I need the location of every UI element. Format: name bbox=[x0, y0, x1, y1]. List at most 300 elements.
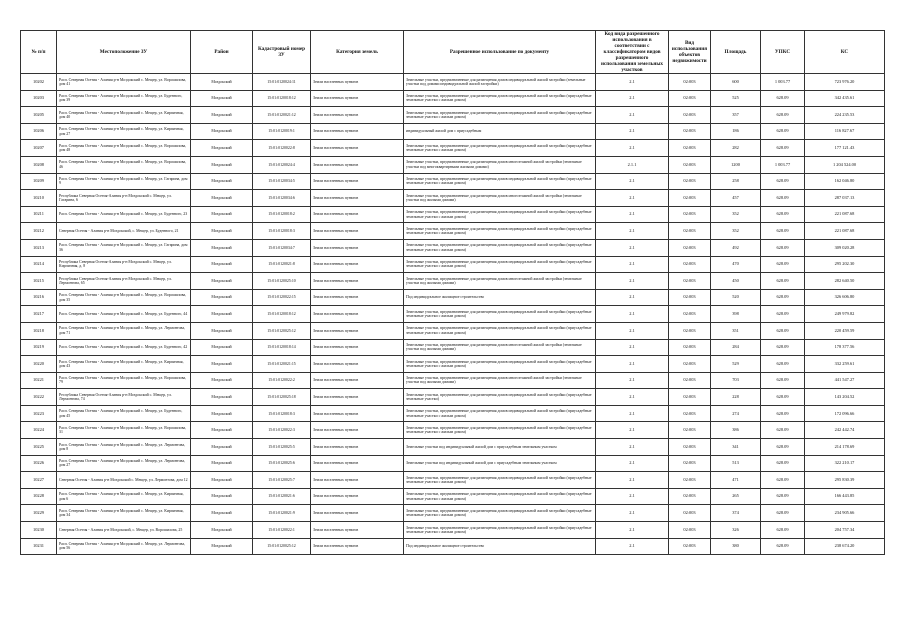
cell-cadastral-text: 15:01:0120018:2 bbox=[268, 212, 295, 217]
cell-upks bbox=[761, 206, 805, 223]
cell-upks bbox=[761, 289, 805, 306]
table-row bbox=[21, 306, 885, 323]
cell-ks-text: 204 757.34 bbox=[834, 527, 855, 532]
cell-area-text: 265 bbox=[732, 494, 739, 499]
cell-code-classifier bbox=[596, 289, 669, 306]
cell-address bbox=[57, 372, 191, 389]
cell-code-objects-text: 02:003 bbox=[683, 129, 696, 134]
cell-id bbox=[21, 239, 57, 256]
cell-category bbox=[311, 256, 404, 273]
cell-category bbox=[311, 206, 404, 223]
cell-address-text: Расп. Северная Осетия - Алания р-н Моздокский с. Мещер, ул. Буденного, дом 39 bbox=[59, 94, 183, 103]
cell-ks bbox=[805, 472, 885, 489]
cell-area-text: 529 bbox=[732, 361, 739, 366]
cell-cadastral bbox=[253, 107, 311, 124]
cell-code-objects bbox=[669, 273, 711, 290]
cell-area bbox=[711, 455, 761, 472]
cell-district bbox=[191, 505, 253, 522]
cell-cadastral-text: 15:01:0120034:7 bbox=[268, 245, 295, 250]
table-row bbox=[21, 538, 885, 555]
cell-cadastral bbox=[253, 505, 311, 522]
cell-address-text: Расп. Северная Осетия - Алания р-н Моздокский с. Мещер, ул. Лермонтова, дом 27 bbox=[59, 459, 186, 468]
cell-ks-text: 220 459.59 bbox=[834, 328, 855, 333]
cell-permitted-use-text: Земельные участки, предназначенные для размещения домов индивидуальной жилой застройки (приусадебные земельные участки с жилым домом) bbox=[406, 359, 592, 368]
cell-area bbox=[711, 306, 761, 323]
cell-cadastral bbox=[253, 455, 311, 472]
cell-code-classifier-text: 2.1 bbox=[629, 245, 635, 250]
cell-cadastral-text: 15:01:0120025:12 bbox=[267, 328, 296, 333]
cell-area bbox=[711, 505, 761, 522]
cell-code-classifier bbox=[596, 223, 669, 240]
cell-area-text: 326 bbox=[732, 527, 739, 532]
table-row bbox=[21, 422, 885, 439]
cell-district-text: Моздокский bbox=[211, 212, 232, 217]
cell-district-text: Моздокский bbox=[211, 428, 232, 433]
cell-cadastral-text: 15:01:0120018:14 bbox=[267, 345, 296, 350]
cell-district-text: Моздокский bbox=[211, 444, 232, 449]
cell-category-text: Земли населенных пунктов bbox=[313, 262, 359, 267]
cell-district-text: Моздокский bbox=[211, 162, 232, 167]
cell-permitted-use bbox=[404, 206, 596, 223]
cell-district bbox=[191, 356, 253, 373]
cell-code-classifier bbox=[596, 273, 669, 290]
document-page bbox=[20, 30, 884, 555]
cell-permitted-use-text: Земельные участки, предназначенные для размещения домов многоэтажной жилой застройки (земельные участки под жилыми домами) bbox=[406, 276, 582, 285]
cell-id-text: 10214 bbox=[33, 262, 44, 267]
cell-code-objects-text: 02:003 bbox=[683, 195, 696, 200]
cell-address-text: Расп. Северная Осетия - Алания р-н Моздокский с. Мещер, ул. Буденного, 23 bbox=[59, 212, 188, 217]
cell-category bbox=[311, 173, 404, 190]
cell-cadastral-text: 15:01:0120018:12 bbox=[267, 96, 296, 101]
cell-permitted-use-text: Земельные участки, предназначенные для размещения домов индивидуальной жилой застройки (приусадебные земельные участки с жилым домом) bbox=[406, 326, 592, 335]
cell-id bbox=[21, 107, 57, 124]
cell-area bbox=[711, 538, 761, 555]
cell-cadastral-text: 15:01:0120024:4 bbox=[268, 162, 295, 167]
cell-address-text: Расп. Северная Осетия - Алания р-н Моздокский с. Мещер, ул. Буденного, 42 bbox=[59, 345, 188, 350]
cell-address bbox=[57, 488, 191, 505]
cell-district-text: Моздокский bbox=[211, 278, 232, 283]
cell-category-text: Земли населенных пунктов bbox=[313, 345, 359, 350]
cell-upks bbox=[761, 439, 805, 456]
cell-area-text: 352 bbox=[732, 228, 739, 233]
cell-upks-text: 628.09 bbox=[776, 112, 789, 117]
cell-id bbox=[21, 505, 57, 522]
cell-cadastral bbox=[253, 439, 311, 456]
cell-category-text: Земли населенных пунктов bbox=[313, 96, 359, 101]
cell-code-objects bbox=[669, 289, 711, 306]
cell-code-classifier bbox=[596, 505, 669, 522]
cell-upks bbox=[761, 90, 805, 107]
cell-address bbox=[57, 405, 191, 422]
cell-code-objects-text: 02:003 bbox=[683, 311, 696, 316]
cell-code-classifier-text: 2.1 bbox=[629, 295, 635, 300]
cell-id bbox=[21, 405, 57, 422]
cell-category-text: Земли населенных пунктов bbox=[313, 394, 359, 399]
cell-address-text: Расп. Северная Осетия - Алания р-н Моздокский с. Мещер, ул. Кирпичная, дом 27 bbox=[59, 127, 184, 136]
cell-cadastral bbox=[253, 472, 311, 489]
cell-permitted-use-text: Земельные участки, предназначенные для размещения домов индивидуальной жилой застройки (приусадебные земельные участки с жилым домом) bbox=[406, 525, 592, 534]
cell-code-classifier-text: 2.1 bbox=[629, 527, 635, 532]
cell-district-text: Моздокский bbox=[211, 527, 232, 532]
cell-id-text: 10230 bbox=[33, 527, 44, 532]
cell-cadastral-text: 15:01:0120021:12 bbox=[267, 112, 296, 117]
cell-address bbox=[57, 289, 191, 306]
header-area: Площадь bbox=[711, 31, 761, 74]
cell-code-objects bbox=[669, 90, 711, 107]
cell-address bbox=[57, 173, 191, 190]
cell-id bbox=[21, 190, 57, 207]
cell-upks bbox=[761, 356, 805, 373]
header-category: Категория земель bbox=[311, 31, 404, 74]
cell-code-objects bbox=[669, 505, 711, 522]
cell-district bbox=[191, 439, 253, 456]
table-row bbox=[21, 140, 885, 157]
cell-category-text: Земли населенных пунктов bbox=[313, 295, 359, 300]
table-row bbox=[21, 239, 885, 256]
cell-area bbox=[711, 156, 761, 173]
cell-category-text: Земли населенных пунктов bbox=[313, 129, 359, 134]
cell-ks bbox=[805, 90, 885, 107]
cell-category bbox=[311, 273, 404, 290]
cell-district bbox=[191, 538, 253, 555]
cell-permitted-use-text: Земельные участки, предназначенные для размещения домов многоэтажной жилой застройки (земельные участки под многоквартирными жилыми домами) bbox=[406, 160, 582, 169]
cell-address bbox=[57, 455, 191, 472]
header-id: № п/п bbox=[21, 31, 57, 74]
table-row bbox=[21, 455, 885, 472]
cell-category-text: Земли населенных пунктов bbox=[313, 278, 359, 283]
cell-code-objects-text: 02:003 bbox=[683, 494, 696, 499]
cell-district-text: Моздокский bbox=[211, 477, 232, 482]
cell-id-text: 10213 bbox=[33, 245, 44, 250]
cell-address-text: Расп. Северная Осетия - Алания р-н Моздокский с. Мещер, ул. Гагарина, дом 36 bbox=[59, 243, 188, 252]
cell-id-text: 10209 bbox=[33, 179, 44, 184]
cell-permitted-use bbox=[404, 273, 596, 290]
cell-code-objects bbox=[669, 372, 711, 389]
cell-code-classifier-text: 2.1 bbox=[629, 195, 635, 200]
cell-id-text: 10212 bbox=[33, 228, 44, 233]
cell-ks bbox=[805, 522, 885, 539]
cell-code-classifier-text: 2.1 bbox=[629, 96, 635, 101]
table-row bbox=[21, 488, 885, 505]
cell-permitted-use bbox=[404, 190, 596, 207]
table-row bbox=[21, 107, 885, 124]
cell-area bbox=[711, 405, 761, 422]
cell-category-text: Земли населенных пунктов bbox=[313, 428, 359, 433]
table-row bbox=[21, 289, 885, 306]
cell-category-text: Земли населенных пунктов bbox=[313, 112, 359, 117]
cell-category bbox=[311, 472, 404, 489]
cell-permitted-use-text: Земельные участки, предназначенные для размещения домов индивидуальной жилой застройки (приусадебные земельные участки с жилым домом) bbox=[406, 409, 592, 418]
cell-code-classifier-text: 2.1 bbox=[629, 411, 635, 416]
cell-code-objects-text: 02:003 bbox=[683, 278, 696, 283]
cell-district-text: Моздокский bbox=[211, 361, 232, 366]
cell-code-classifier bbox=[596, 472, 669, 489]
cell-area-text: 282 bbox=[732, 146, 739, 151]
cell-cadastral bbox=[253, 422, 311, 439]
cell-category bbox=[311, 107, 404, 124]
cell-district-text: Моздокский bbox=[211, 228, 232, 233]
table-body bbox=[21, 74, 885, 555]
cell-permitted-use bbox=[404, 472, 596, 489]
cell-id bbox=[21, 173, 57, 190]
cell-ks-text: 172 096.66 bbox=[834, 411, 855, 416]
cell-area-text: 351 bbox=[732, 328, 739, 333]
cell-id bbox=[21, 538, 57, 555]
cell-cadastral-text: 15:01:0120018:3 bbox=[268, 228, 295, 233]
cell-category bbox=[311, 90, 404, 107]
cell-area-text: 703 bbox=[732, 378, 739, 383]
cell-cadastral bbox=[253, 239, 311, 256]
cell-upks bbox=[761, 190, 805, 207]
cell-cadastral-text: 15:01:0120034:6 bbox=[268, 195, 295, 200]
cell-category-text: Земли населенных пунктов bbox=[313, 195, 359, 200]
cell-district bbox=[191, 156, 253, 173]
cell-upks bbox=[761, 306, 805, 323]
table-row bbox=[21, 389, 885, 406]
cell-upks bbox=[761, 173, 805, 190]
cell-code-classifier bbox=[596, 422, 669, 439]
cell-id-text: 10226 bbox=[33, 461, 44, 466]
cell-category-text: Земли населенных пунктов bbox=[313, 511, 359, 516]
cell-code-classifier bbox=[596, 538, 669, 555]
cell-address-text: Расп. Северная Осетия - Алания р-н Моздокский с. Мещер, ул. Буденного, 44 bbox=[59, 311, 188, 316]
cell-address bbox=[57, 273, 191, 290]
cell-upks-text: 628.09 bbox=[776, 295, 789, 300]
cell-permitted-use-text: Земельные участки, предназначенные для размещения домов индивидуальной жилой застройки (приусадебные земельные участки с жилым домом) bbox=[406, 475, 592, 485]
table-row bbox=[21, 405, 885, 422]
cell-upks-text: 628.09 bbox=[776, 245, 789, 250]
cell-address-text: Расп. Северная Осетия - Алания р-н Моздокский с. Мещер, ул. Кирпичная, дом 43 bbox=[59, 359, 184, 368]
cell-address bbox=[57, 206, 191, 223]
cell-code-classifier-text: 2.1 bbox=[629, 112, 635, 117]
cell-area bbox=[711, 522, 761, 539]
cell-address bbox=[57, 472, 191, 489]
cell-code-classifier-text: 2.1 bbox=[629, 228, 635, 233]
cell-permitted-use bbox=[404, 422, 596, 439]
cell-id-text: 10207 bbox=[33, 146, 44, 151]
cell-code-objects-text: 02:003 bbox=[683, 378, 696, 383]
cell-permitted-use bbox=[404, 455, 596, 472]
cell-category bbox=[311, 538, 404, 555]
cell-ks bbox=[805, 74, 885, 91]
cell-address-text: Расп. Северная Осетия - Алания р-н Моздокский с. Мещер, ул. Лермонтова, дом 8 bbox=[59, 442, 186, 451]
cell-code-classifier bbox=[596, 488, 669, 505]
cell-upks-text: 628.09 bbox=[776, 411, 789, 416]
cell-upks bbox=[761, 472, 805, 489]
cell-category-text: Земли населенных пунктов bbox=[313, 212, 359, 217]
cell-code-objects bbox=[669, 239, 711, 256]
table-row bbox=[21, 90, 885, 107]
table-row bbox=[21, 123, 885, 140]
cell-district bbox=[191, 140, 253, 157]
cell-address bbox=[57, 505, 191, 522]
cell-address bbox=[57, 389, 191, 406]
cell-code-classifier bbox=[596, 190, 669, 207]
cell-ks-text: 441 547.27 bbox=[834, 378, 855, 383]
cell-code-objects-text: 02:003 bbox=[683, 394, 696, 399]
cell-address-text: Расп. Северная Осетия - Алания р-н Моздокский с. Мещер, ул. Ворошилова, дом 41 bbox=[59, 77, 187, 86]
cell-ks-text: 332 259.61 bbox=[834, 361, 855, 366]
cell-area bbox=[711, 439, 761, 456]
cell-address-text: Республика Северная Осетия-Алания р-н Моздокский с. Мещер, ул. Кирпичная, д. 8 bbox=[59, 260, 172, 269]
table-header-row bbox=[21, 31, 885, 74]
cell-id bbox=[21, 256, 57, 273]
cell-ks bbox=[805, 439, 885, 456]
cell-category bbox=[311, 223, 404, 240]
cell-district bbox=[191, 239, 253, 256]
cell-address bbox=[57, 90, 191, 107]
cell-cadastral-text: 15:01:0120025:6 bbox=[268, 461, 295, 466]
cell-ks-text: 221 087.68 bbox=[834, 228, 855, 233]
cell-id-text: 10224 bbox=[33, 428, 44, 433]
cell-code-objects-text: 02:003 bbox=[683, 361, 696, 366]
table-row bbox=[21, 322, 885, 339]
cell-id bbox=[21, 455, 57, 472]
cell-permitted-use-text: Земельные участки, предназначенные для размещения домов индивидуальной жилой застройки (приусадебные земельные участки с жилым домом) bbox=[406, 243, 592, 252]
cell-permitted-use-text: Земельные участки, предназначенные для размещения домов индивидуальной жилой застройки (приусадебные земельные участки) bbox=[406, 392, 592, 402]
cell-ks bbox=[805, 289, 885, 306]
table-row bbox=[21, 74, 885, 91]
cell-cadastral bbox=[253, 339, 311, 356]
cell-category-text: Земли населенных пунктов bbox=[313, 361, 359, 366]
cell-code-objects bbox=[669, 206, 711, 223]
cell-upks-text: 628.09 bbox=[776, 179, 789, 184]
cell-upks bbox=[761, 372, 805, 389]
cell-permitted-use-text: Земельные участки, предназначенные для размещения домов индивидуальной жилой застройки (приусадебные земельные участки с жилым домом) bbox=[406, 226, 592, 236]
cell-code-objects-text: 02:003 bbox=[683, 179, 696, 184]
cell-address-text: Расп. Северная Осетия - Алания р-н Моздокский с. Мещер, ул. Лермонтова, дом 71 bbox=[59, 326, 186, 335]
cell-district-text: Моздокский bbox=[211, 79, 232, 84]
cell-ks bbox=[805, 372, 885, 389]
cell-category-text: Земли населенных пунктов bbox=[313, 477, 359, 482]
cell-cadastral-text: 15:01:0120022:1 bbox=[268, 527, 295, 532]
cell-code-classifier-text: 2.1 bbox=[629, 477, 635, 482]
cell-id bbox=[21, 488, 57, 505]
cell-ks-text: 221 087.68 bbox=[834, 212, 855, 217]
cell-ks-text: 322 210.17 bbox=[834, 461, 855, 466]
cell-code-objects-text: 02:003 bbox=[683, 544, 696, 549]
cell-address bbox=[57, 322, 191, 339]
cell-district-text: Моздокский bbox=[211, 544, 232, 549]
cell-permitted-use-text: Земельные участки, предназначенные для размещения домов индивидуальной жилой застройки (земельные участки под домами индивидуальной жилой застройки) bbox=[406, 77, 586, 86]
cell-ks bbox=[805, 455, 885, 472]
cell-ks-text: 326 606.80 bbox=[834, 295, 855, 300]
cell-district-text: Моздокский bbox=[211, 245, 232, 250]
cell-address bbox=[57, 439, 191, 456]
cell-code-classifier bbox=[596, 372, 669, 389]
table-row bbox=[21, 206, 885, 223]
cell-ks bbox=[805, 239, 885, 256]
cell-cadastral bbox=[253, 322, 311, 339]
cell-id-text: 10202 bbox=[33, 79, 44, 84]
cell-ks bbox=[805, 488, 885, 505]
cell-code-classifier-text: 2.1 bbox=[629, 494, 635, 499]
cell-permitted-use-text: Земельные участки, предназначенные для размещения домов индивидуальной жилой застройки (приусадебные земельные участки с жилым домом) bbox=[406, 210, 592, 219]
cell-address-text: Расп. Северная Осетия - Алания р-н Моздокский с. Мещер, ул. Ворошилова, 79 bbox=[59, 376, 187, 385]
cell-code-classifier bbox=[596, 455, 669, 472]
cell-code-objects bbox=[669, 107, 711, 124]
cell-cadastral bbox=[253, 273, 311, 290]
cell-code-classifier-text: 2.1 bbox=[629, 378, 635, 383]
cell-address-text: Расп. Северная Осетия - Алания р-н Моздокский с. Мещер, ул. Ворошилова, дом 48 bbox=[59, 143, 187, 153]
cell-upks bbox=[761, 123, 805, 140]
cell-code-classifier bbox=[596, 522, 669, 539]
cell-address-text: Северная Осетия - Алания р-н Моздокский с. Мещер, ул. Лермонтова, дом 12 bbox=[59, 477, 188, 482]
cell-district-text: Моздокский bbox=[211, 262, 232, 267]
cell-category bbox=[311, 156, 404, 173]
cell-permitted-use bbox=[404, 239, 596, 256]
cell-ks-text: 287 037.13 bbox=[834, 195, 855, 200]
cell-permitted-use-text: Земельные участки, предназначенные для размещения домов индивидуальной жилой застройки (приусадебные земельные участки с жилым домом) bbox=[406, 260, 592, 269]
cell-ks-text: 249 979.82 bbox=[834, 311, 855, 316]
cell-id bbox=[21, 372, 57, 389]
cell-code-objects-text: 02:003 bbox=[683, 112, 696, 117]
cell-category bbox=[311, 322, 404, 339]
cell-category-text: Земли населенных пунктов bbox=[313, 461, 359, 466]
cell-district-text: Моздокский bbox=[211, 411, 232, 416]
cell-id-text: 10219 bbox=[33, 345, 44, 350]
cell-ks-text: 282 640.50 bbox=[834, 278, 855, 283]
cell-district bbox=[191, 472, 253, 489]
cell-upks-text: 628.09 bbox=[776, 311, 789, 316]
cell-district-text: Моздокский bbox=[211, 345, 232, 350]
cell-district bbox=[191, 522, 253, 539]
cell-code-classifier bbox=[596, 339, 669, 356]
cell-ks bbox=[805, 389, 885, 406]
cell-area-text: 450 bbox=[732, 278, 739, 283]
cell-code-objects-text: 02:003 bbox=[683, 245, 696, 250]
cell-ks bbox=[805, 256, 885, 273]
cell-upks bbox=[761, 505, 805, 522]
cell-code-classifier bbox=[596, 256, 669, 273]
cell-category-text: Земли населенных пунктов bbox=[313, 328, 359, 333]
cell-category-text: Земли населенных пунктов bbox=[313, 544, 359, 549]
cell-permitted-use-text: Земельные участки под индивидуальный жилой дом с приусадебным земельным участком bbox=[406, 444, 557, 449]
cell-district bbox=[191, 223, 253, 240]
cell-id bbox=[21, 289, 57, 306]
cell-area-text: 600 bbox=[732, 79, 739, 84]
cell-permitted-use bbox=[404, 488, 596, 505]
cell-area bbox=[711, 289, 761, 306]
cell-permitted-use bbox=[404, 372, 596, 389]
cell-code-classifier bbox=[596, 173, 669, 190]
cell-code-classifier-text: 2.1 bbox=[629, 345, 635, 350]
cell-ks-text: 1 204 524.00 bbox=[832, 162, 857, 167]
cell-id bbox=[21, 356, 57, 373]
cell-address bbox=[57, 239, 191, 256]
cell-code-objects bbox=[669, 190, 711, 207]
cell-code-objects-text: 02:003 bbox=[683, 428, 696, 433]
table-row bbox=[21, 173, 885, 190]
cell-id-text: 10223 bbox=[33, 411, 44, 416]
cell-cadastral-text: 15:01:0120024:11 bbox=[267, 79, 296, 84]
cell-category bbox=[311, 505, 404, 522]
cell-category-text: Земли населенных пунктов bbox=[313, 311, 359, 316]
cell-permitted-use-text: Земельные участки, предназначенные для размещения домов индивидуальной жилой застройки (приусадебные земельные участки с жилым домом) bbox=[406, 492, 592, 501]
cell-ks bbox=[805, 123, 885, 140]
cell-code-objects bbox=[669, 439, 711, 456]
cell-ks-text: 238 674.20 bbox=[834, 544, 855, 549]
cell-code-objects-text: 02:003 bbox=[683, 477, 696, 482]
cell-ks bbox=[805, 505, 885, 522]
cell-code-classifier bbox=[596, 405, 669, 422]
cell-code-objects bbox=[669, 256, 711, 273]
cell-cadastral bbox=[253, 356, 311, 373]
cell-area bbox=[711, 90, 761, 107]
cell-address bbox=[57, 223, 191, 240]
cell-code-objects-text: 02:003 bbox=[683, 345, 696, 350]
cell-code-objects bbox=[669, 405, 711, 422]
